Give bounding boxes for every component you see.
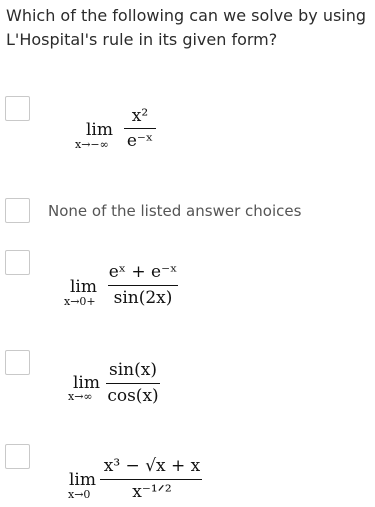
choice-5-checkbox[interactable] — [5, 444, 30, 469]
choice-5-numerator: x³ − √x + x — [103, 456, 201, 476]
choice-3-subscript: x→0+ — [64, 295, 96, 308]
choice-1-numerator: x² — [131, 106, 149, 126]
choice-2-checkbox[interactable] — [5, 198, 30, 223]
choice-4-lim: lim — [73, 373, 100, 393]
choice-5-lim: lim — [69, 470, 96, 490]
choice-3-numerator: eˣ + e⁻ˣ — [108, 262, 178, 282]
choice-1-subscript: x→−∞ — [75, 138, 109, 151]
question-text: Which of the following can we solve by using L'Hospital's rule in its given form? — [6, 6, 367, 49]
choice-4-denominator: cos(x) — [107, 386, 159, 406]
choice-2-label: None of the listed answer choices — [48, 202, 302, 220]
choice-1-fraction-bar — [124, 128, 156, 129]
choice-3-denominator: sin(2x) — [113, 288, 173, 308]
choice-1-lim: lim — [86, 120, 113, 140]
choice-3-checkbox[interactable] — [5, 250, 30, 275]
choice-4-subscript: x→∞ — [68, 390, 93, 403]
choice-1-checkbox[interactable] — [5, 96, 30, 121]
choice-1-denominator: e⁻ˣ — [126, 131, 154, 151]
choice-3-fraction-bar — [108, 285, 178, 286]
choice-3-lim: lim — [70, 277, 97, 297]
choice-4-numerator: sin(x) — [109, 360, 157, 380]
choice-4-fraction-bar — [106, 383, 160, 384]
choice-5-fraction-bar — [100, 479, 202, 480]
choice-5-denominator: x⁻¹ᐟ² — [132, 482, 172, 502]
choice-5-subscript: x→0 — [68, 488, 91, 501]
choice-4-checkbox[interactable] — [5, 350, 30, 375]
